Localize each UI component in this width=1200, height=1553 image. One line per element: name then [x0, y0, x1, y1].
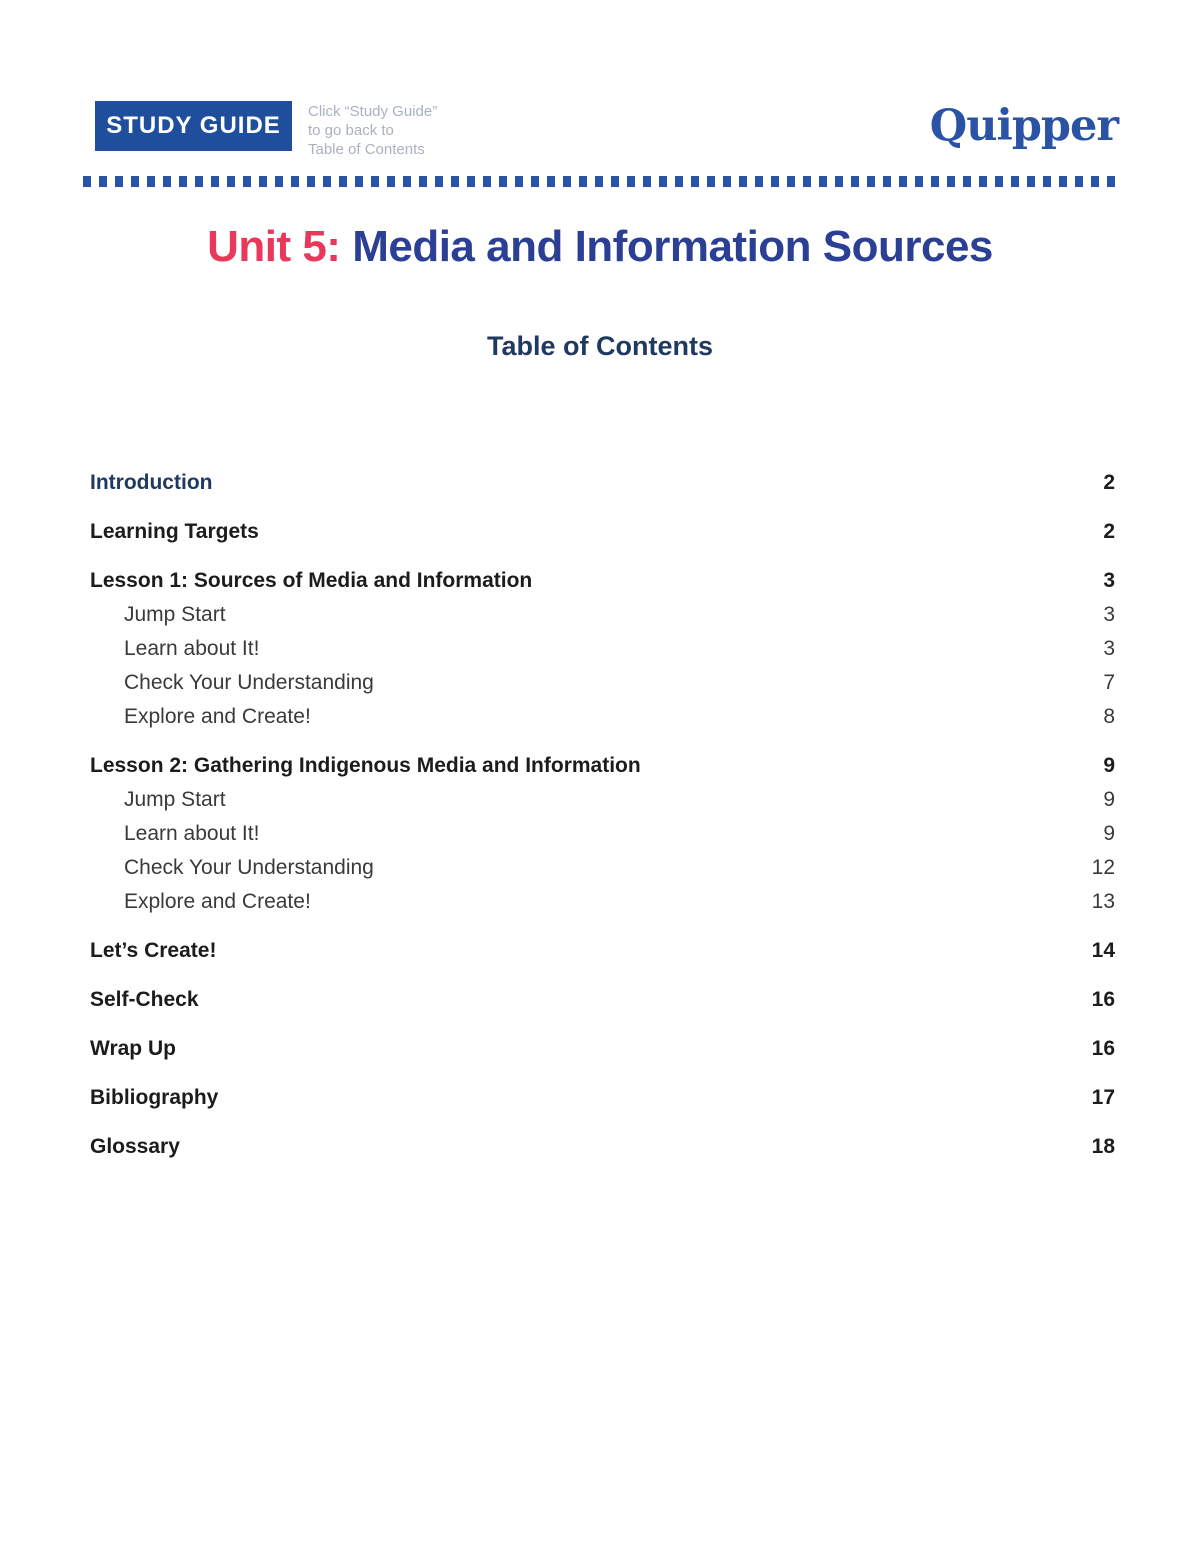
toc-entry-label: Check Your Understanding — [124, 671, 374, 694]
dotted-divider — [83, 176, 1118, 187]
toc-entry-page: 18 — [1091, 1135, 1115, 1158]
toc-row[interactable] — [90, 938, 1115, 963]
toc-entry-label: Wrap Up — [90, 1037, 176, 1060]
toc-entry-label: Lesson 1: Sources of Media and Information — [90, 569, 533, 592]
toc-row[interactable] — [90, 889, 1115, 914]
toc-entry-page: 12 — [1091, 856, 1115, 879]
quipper-logo: Quipper — [929, 101, 1118, 151]
hint-line: Table of Contents — [308, 141, 425, 158]
toc-row[interactable] — [90, 787, 1115, 812]
toc-entry-label: Introduction — [90, 471, 213, 494]
toc-entry-label: Check Your Understanding — [124, 856, 374, 879]
toc-row[interactable] — [90, 987, 1115, 1012]
hint-line: Click “Study Guide” — [308, 103, 438, 120]
toc-entry-page: 7 — [1103, 671, 1115, 694]
toc-entry-page: 2 — [1103, 471, 1115, 494]
toc-entry-label: Self-Check — [90, 988, 199, 1011]
toc-entry-label: Learn about It! — [124, 822, 260, 845]
toc-entry-label: Bibliography — [90, 1086, 219, 1109]
toc-entry-label: Lesson 2: Gathering Indigenous Media and Information — [90, 754, 641, 777]
toc-heading: Table of Contents — [487, 331, 713, 361]
toc-entry-label: Jump Start — [124, 788, 226, 811]
unit-title-prefix: Unit 5: — [207, 222, 341, 271]
toc-row[interactable] — [90, 1036, 1115, 1061]
toc-row[interactable] — [90, 636, 1115, 661]
toc-entry-label: Learning Targets — [90, 520, 259, 543]
toc-row[interactable] — [90, 602, 1115, 627]
toc-entry-page: 8 — [1103, 705, 1115, 728]
toc-row[interactable] — [90, 670, 1115, 695]
toc-row[interactable] — [90, 855, 1115, 880]
study-guide-button[interactable]: STUDY GUIDE — [95, 101, 292, 151]
toc-entry-page: 14 — [1091, 939, 1115, 962]
toc-entry-label: Learn about It! — [124, 637, 260, 660]
unit-title-main: Media and Information Sources — [340, 222, 993, 271]
toc-entry-label: Glossary — [90, 1135, 180, 1158]
toc-entry-page: 3 — [1103, 569, 1115, 592]
toc-row[interactable] — [90, 470, 1115, 495]
toc-entry-label: Let’s Create! — [90, 939, 217, 962]
toc-row[interactable] — [90, 704, 1115, 729]
unit-title — [0, 220, 1200, 274]
toc-entry-label: Explore and Create! — [124, 890, 311, 913]
toc-entry-page: 9 — [1103, 822, 1115, 845]
toc-entry-page: 3 — [1103, 637, 1115, 660]
hint-line: to go back to — [308, 122, 394, 139]
toc-list — [90, 470, 1115, 1159]
study-guide-hint — [308, 102, 437, 159]
toc-entry-page: 9 — [1103, 788, 1115, 811]
page-header — [0, 0, 1200, 159]
toc-row[interactable] — [90, 568, 1115, 593]
toc-entry-page: 3 — [1103, 603, 1115, 626]
toc-row[interactable] — [90, 821, 1115, 846]
toc-entry-page: 16 — [1091, 988, 1115, 1011]
toc-entry-page: 16 — [1091, 1037, 1115, 1060]
toc-entry-page: 13 — [1091, 890, 1115, 913]
toc-row[interactable] — [90, 1085, 1115, 1110]
toc-row[interactable] — [90, 1134, 1115, 1159]
toc-entry-page: 17 — [1091, 1086, 1115, 1109]
toc-row[interactable] — [90, 519, 1115, 544]
toc-entry-page: 9 — [1103, 754, 1115, 777]
toc-entry-label: Jump Start — [124, 603, 226, 626]
toc-row[interactable] — [90, 753, 1115, 778]
toc-entry-page: 2 — [1103, 520, 1115, 543]
toc-entry-label: Explore and Create! — [124, 705, 311, 728]
